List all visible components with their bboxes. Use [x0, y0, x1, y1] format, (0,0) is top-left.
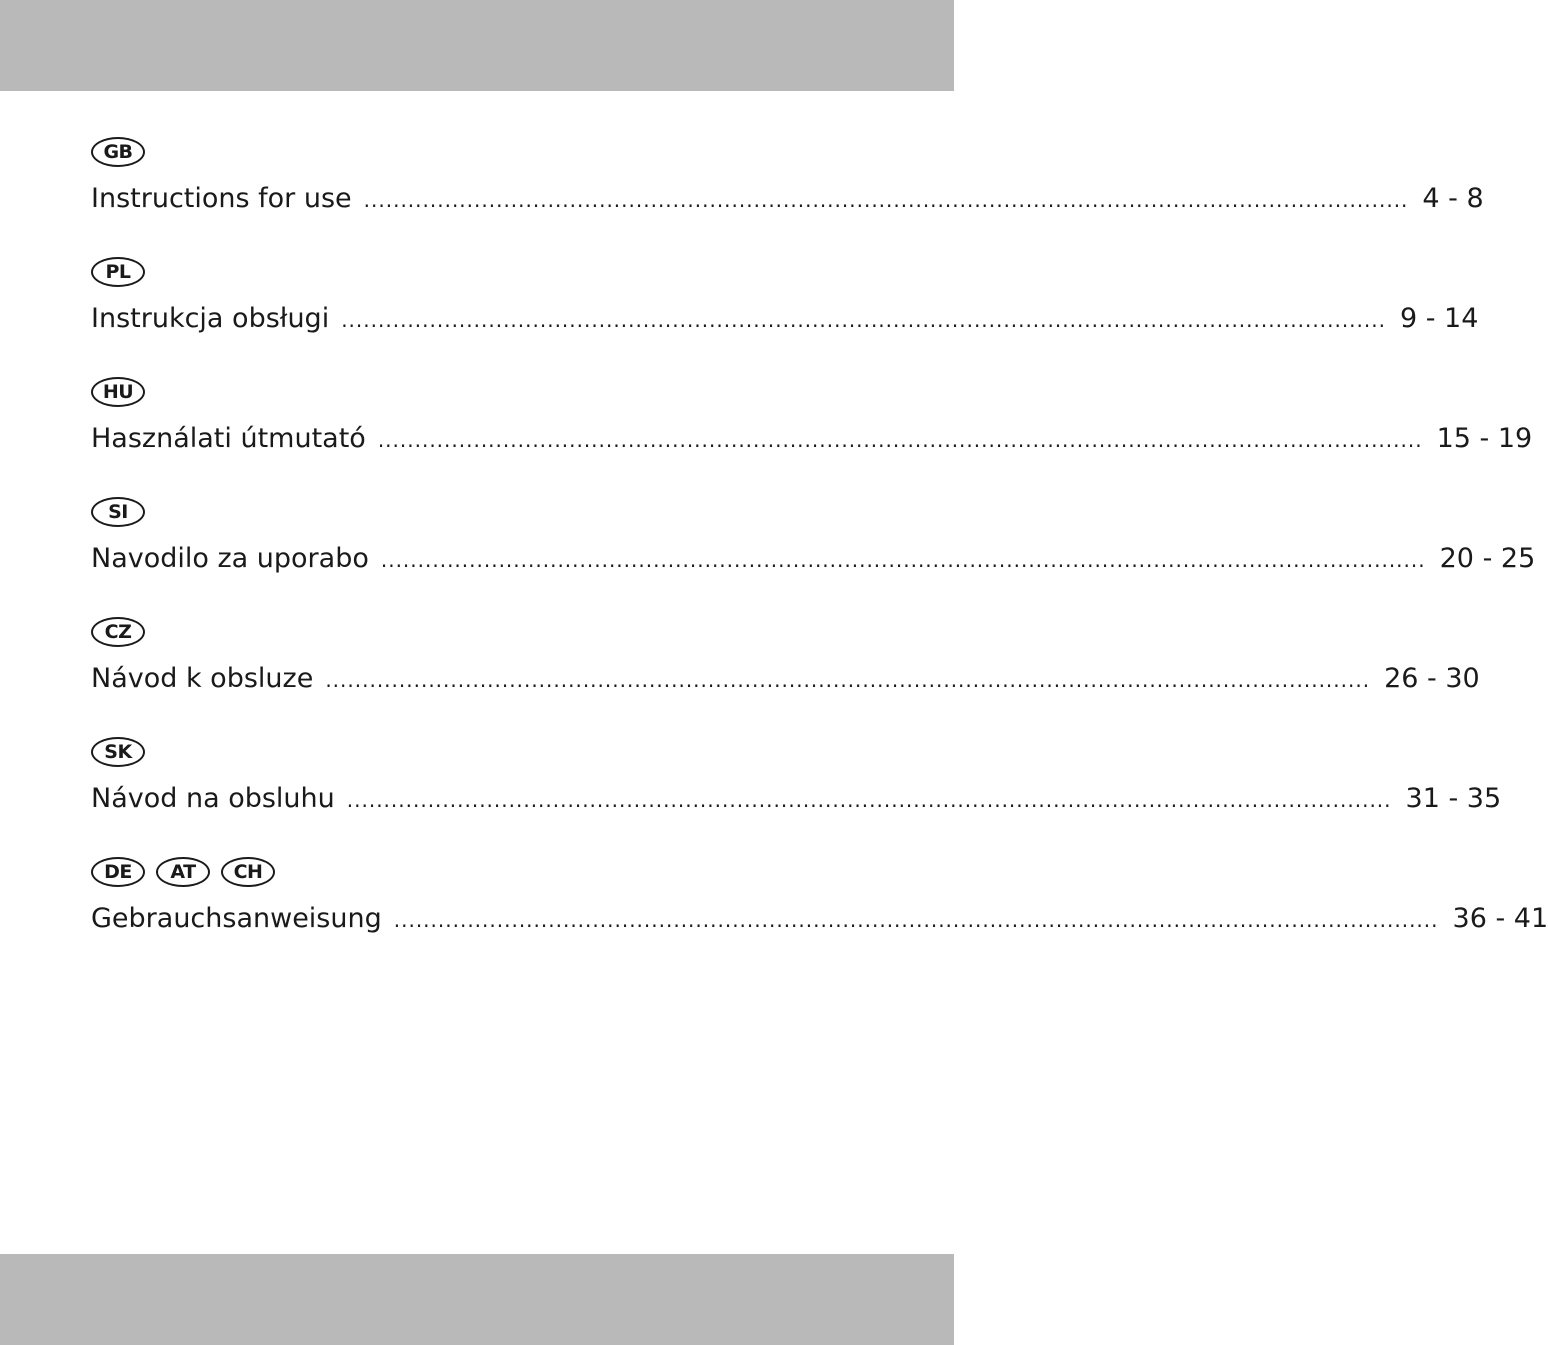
dot-leader: ..............................................................................................................................................	[346, 788, 1392, 812]
toc-entry-de-at-ch[interactable]	[91, 857, 1548, 957]
language-badge-sk: SK	[91, 737, 145, 767]
toc-entry-hu[interactable]	[91, 377, 1533, 477]
toc-line	[91, 181, 1484, 217]
dot-leader: ..............................................................................................................................................	[325, 668, 1371, 692]
dot-leader: ..............................................................................................................................................	[393, 908, 1439, 932]
dot-leader: ..............................................................................................................................................	[377, 428, 1423, 452]
footer-band	[0, 1254, 954, 1345]
language-badges	[91, 617, 145, 651]
toc-title: Návod k obsluze	[91, 663, 314, 694]
toc-line	[91, 421, 1533, 457]
toc-entry-pl[interactable]	[91, 257, 1479, 357]
language-badge-at: AT	[156, 857, 210, 887]
toc-page-range: 26 - 30	[1384, 663, 1480, 694]
language-badge-gb: GB	[91, 137, 145, 167]
toc-entry-si[interactable]	[91, 497, 1536, 597]
language-badge-pl: PL	[91, 257, 145, 287]
toc-page-range: 36 - 41	[1452, 903, 1548, 934]
toc-entry-gb[interactable]	[91, 137, 1484, 237]
toc-page-range: 20 - 25	[1439, 543, 1536, 574]
dot-leader: ..............................................................................................................................................	[363, 188, 1409, 212]
toc-title: Navodilo za uporabo	[91, 543, 369, 574]
language-badges	[91, 497, 145, 531]
toc-title: Návod na obsluhu	[91, 783, 335, 814]
language-badge-cz: CZ	[91, 617, 145, 647]
language-badge-de: DE	[91, 857, 145, 887]
language-badges	[91, 857, 275, 891]
dot-leader: ..............................................................................................................................................	[380, 548, 1426, 572]
table-of-contents	[91, 0, 1548, 1254]
language-badges	[91, 137, 145, 171]
toc-title: Instructions for use	[91, 183, 352, 214]
toc-title: Instrukcja obsługi	[91, 303, 330, 334]
toc-page-range: 15 - 19	[1436, 423, 1533, 454]
dot-leader: ..............................................................................................................................................	[341, 308, 1386, 332]
toc-line	[91, 541, 1536, 577]
toc-entry-sk[interactable]	[91, 737, 1502, 837]
toc-title: Használati útmutató	[91, 423, 366, 454]
language-badges	[91, 377, 145, 411]
toc-title: Gebrauchsanweisung	[91, 903, 382, 934]
language-badge-si: SI	[91, 497, 145, 527]
toc-page-range: 9 - 14	[1399, 303, 1479, 334]
language-badges	[91, 257, 145, 291]
toc-page-range: 31 - 35	[1405, 783, 1502, 814]
language-badge-ch: CH	[221, 857, 275, 887]
toc-line	[91, 901, 1548, 937]
toc-line	[91, 661, 1480, 697]
toc-entry-cz[interactable]	[91, 617, 1480, 717]
toc-line	[91, 781, 1502, 817]
language-badge-hu: HU	[91, 377, 145, 407]
toc-page-range: 4 - 8	[1422, 183, 1484, 214]
language-badges	[91, 737, 145, 771]
toc-line	[91, 301, 1479, 337]
